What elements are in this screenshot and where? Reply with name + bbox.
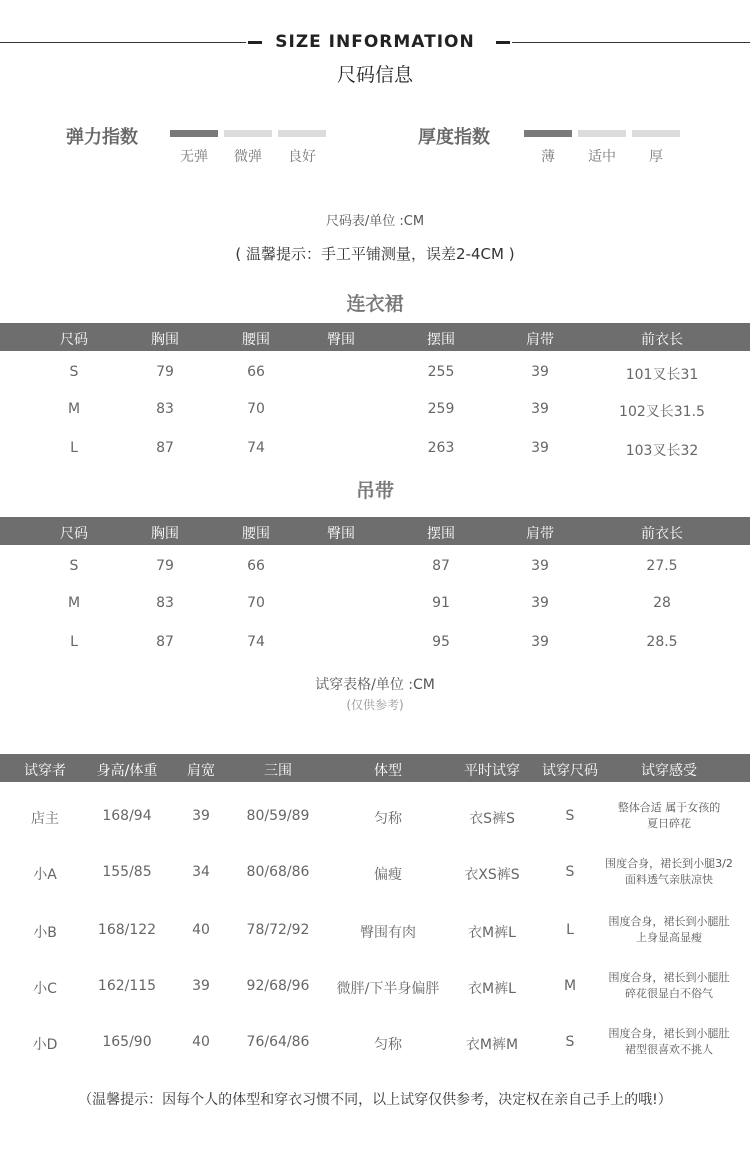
try-cell: 小D [32,1037,58,1053]
try-feel-line: 夏日碎花 [647,817,691,830]
dress-cell: L [70,440,78,456]
try-feel-cell [594,800,744,832]
camisole-cell: 28.5 [646,634,678,650]
try-cell: S [565,1034,575,1050]
page-title-en: SIZE INFORMATION [275,32,475,52]
dress-cell: 74 [247,440,265,456]
try-feel-cell [594,856,744,888]
dress-cell: 70 [247,401,265,417]
elasticity-level-2: 良好 [288,149,316,165]
dress-cell: 259 [427,401,455,417]
camisole-cell: 39 [531,595,549,611]
try-feel-line: 裙型很喜欢不挑人 [625,1043,713,1056]
camisole-cell: 87 [432,558,450,574]
camisole-cell: 91 [432,595,450,611]
try-header-cell: 试穿尺码 [542,763,598,779]
dress-header-cell: 胸围 [151,332,179,348]
try-cell: 76/64/86 [246,1034,310,1050]
try-cell: 衣XS裤S [464,867,520,883]
camisole-cell: 39 [531,558,549,574]
camisole-cell: 87 [156,634,174,650]
try-cell: L [566,922,574,938]
try-header-cell: 三围 [264,763,292,779]
try-feel-line: 碎花很显白不俗气 [625,987,713,1000]
try-cell: 小B [33,925,57,941]
try-cell: 165/90 [102,1034,152,1050]
try-cell: 162/115 [97,978,157,994]
try-feel-cell [594,914,744,946]
camisole-table-header [0,517,750,545]
dress-header-cell: 尺码 [60,332,88,348]
dress-cell: 102叉长31.5 [619,404,705,420]
header-rule-right [512,42,750,43]
dress-cell: 79 [156,364,174,380]
try-table-row [0,912,750,952]
try-table-row [0,798,750,838]
dress-cell: 101叉长31 [625,367,699,383]
camisole-section-title: 吊带 [355,480,394,502]
camisole-cell: 66 [247,558,265,574]
dress-header-cell: 腰围 [242,332,270,348]
camisole-header-cell: 腰围 [242,526,270,542]
camisole-cell: 70 [247,595,265,611]
dress-cell: 263 [427,440,455,456]
try-cell: 衣M裤L [468,981,516,997]
try-feel-line: 围度合身，裙长到小腿肚 [608,971,730,984]
try-feel-line: 围度合身，裙长到小腿肚 [608,1027,730,1040]
dress-cell: 39 [531,364,549,380]
thickness-seg-1 [578,130,626,137]
try-cell: 92/68/96 [246,978,310,994]
elasticity-seg-2 [278,130,326,137]
try-feel-line: 围度合身，裙长到小腿3/2 [605,857,733,870]
camisole-cell: 74 [247,634,265,650]
camisole-cell: 28 [653,595,671,611]
page-title-cn: 尺码信息 [336,64,413,86]
camisole-header-cell: 肩带 [526,526,554,542]
elasticity-seg-1 [224,130,272,137]
elasticity-level-1: 微弹 [234,149,262,165]
try-cell: 78/72/92 [246,922,310,938]
try-feel-cell [594,1026,744,1058]
try-cell: 微胖/下半身偏胖 [336,981,440,997]
try-table-row [0,968,750,1008]
try-cell: 39 [192,978,210,994]
try-header-cell: 体型 [374,763,402,779]
camisole-header-cell: 摆围 [427,526,455,542]
try-feel-line: 整体合适 属于女孩的 [617,801,721,814]
camisole-table-row [0,634,750,654]
measure-tip: ( 温馨提示：手工平铺测量，误差2-4CM ) [235,245,515,263]
camisole-cell: S [69,558,79,574]
thickness-seg-0 [524,130,572,137]
try-cell: 衣S裤S [469,811,515,827]
try-cell: S [565,864,575,880]
try-cell: 168/122 [97,922,157,938]
try-cell: 40 [192,1034,210,1050]
try-ref-note: (仅供参考) [346,698,404,712]
elasticity-label: 弹力指数 [66,127,138,148]
dress-header-cell: 臀围 [327,332,355,348]
try-cell: 40 [192,922,210,938]
try-cell: 小A [33,867,57,883]
camisole-cell: 95 [432,634,450,650]
try-cell: 店主 [31,811,59,827]
try-cell: 168/94 [102,808,152,824]
camisole-cell: M [67,595,81,611]
dress-cell: M [67,401,81,417]
size-unit-note: 尺码表/单位 :CM [325,214,425,229]
dress-cell: S [69,364,79,380]
try-header-cell: 平时试穿 [464,763,520,779]
dress-cell: 87 [156,440,174,456]
dress-cell: 39 [531,440,549,456]
camisole-header-cell: 胸围 [151,526,179,542]
dress-section-title: 连衣裙 [346,293,404,315]
elasticity-level-0: 无弹 [180,149,208,165]
dress-cell: 103叉长32 [625,443,699,459]
try-cell: S [565,808,575,824]
try-feel-cell [594,970,744,1002]
camisole-cell: 39 [531,634,549,650]
dress-cell: 83 [156,401,174,417]
camisole-header-cell: 尺码 [60,526,88,542]
try-feel-line: 围度合身，裙长到小腿肚 [608,915,730,928]
try-cell: 匀称 [374,811,402,827]
camisole-table-row [0,558,750,578]
thickness-level-0: 薄 [541,149,555,165]
try-header-cell: 肩宽 [187,763,215,779]
try-cell: 衣M裤M [465,1037,519,1053]
dress-table-row [0,440,750,460]
camisole-table-row [0,595,750,615]
try-cell: 34 [192,864,210,880]
thickness-seg-2 [632,130,680,137]
camisole-cell: 83 [156,595,174,611]
dress-table-row [0,401,750,421]
header-dash-right [496,41,510,44]
try-cell: 155/85 [102,864,152,880]
try-cell: 小C [33,981,57,997]
try-table-row [0,1024,750,1064]
dress-table-row [0,364,750,384]
try-header-cell: 试穿感受 [641,763,697,779]
try-header-cell: 试穿者 [24,763,66,779]
dress-header-cell: 摆围 [427,332,455,348]
try-cell: 匀称 [374,1037,402,1053]
try-cell: M [563,978,577,994]
try-table-header [0,754,750,782]
try-cell: 衣M裤L [468,925,516,941]
try-feel-line: 上身显高显瘦 [636,931,702,944]
dress-cell: 255 [427,364,455,380]
camisole-header-cell: 臀围 [327,526,355,542]
footer-tip: （温馨提示：因每个人的体型和穿衣习惯不同，以上试穿仅供参考，决定权在亲自己手上的哦!） [78,1092,672,1108]
try-cell: 偏瘦 [374,867,402,883]
dress-cell: 39 [531,401,549,417]
dress-table-header [0,323,750,351]
camisole-cell: 79 [156,558,174,574]
elasticity-seg-0 [170,130,218,137]
try-cell: 80/59/89 [246,808,310,824]
thickness-label: 厚度指数 [418,127,490,148]
try-cell: 臀围有肉 [360,925,416,941]
try-header-cell: 身高/体重 [96,763,158,779]
try-unit-note: 试穿表格/单位 :CM [315,677,435,693]
dress-header-cell: 前衣长 [641,332,683,348]
try-table-row [0,854,750,894]
try-feel-line: 面料透气亲肤凉快 [625,873,713,886]
dress-cell: 66 [247,364,265,380]
try-cell: 39 [192,808,210,824]
thickness-level-2: 厚 [649,149,663,165]
camisole-header-cell: 前衣长 [641,526,683,542]
camisole-cell: 27.5 [646,558,678,574]
dress-header-cell: 肩带 [526,332,554,348]
try-cell: 80/68/86 [246,864,310,880]
thickness-level-1: 适中 [588,149,616,165]
camisole-cell: L [70,634,78,650]
